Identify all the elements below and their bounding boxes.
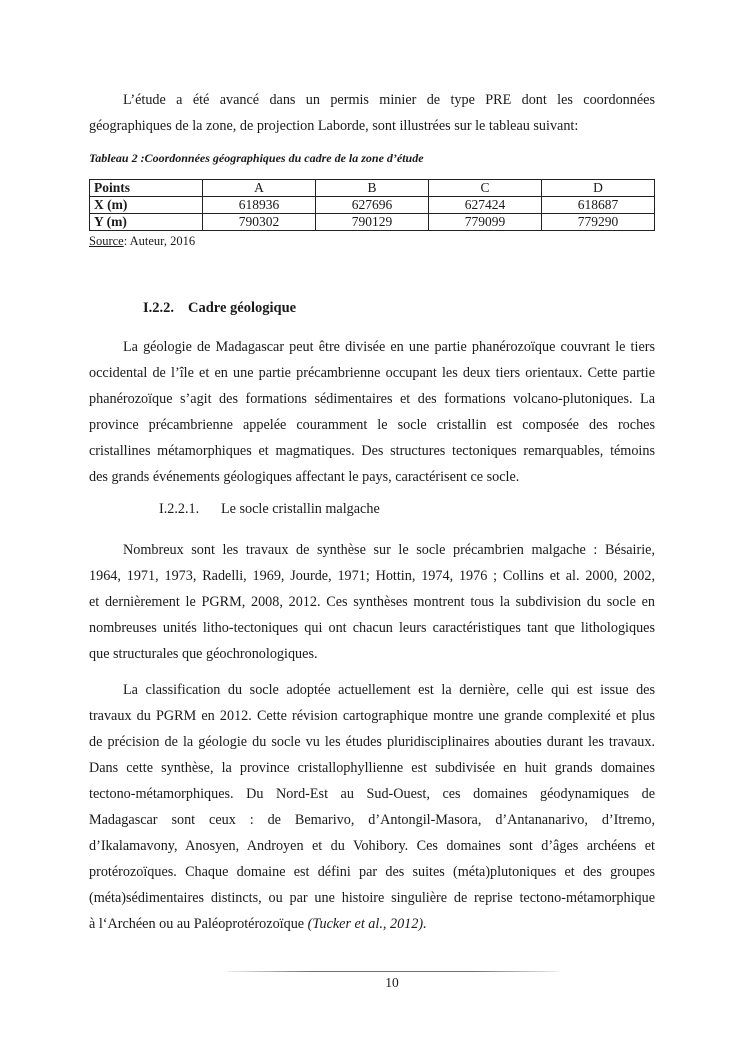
table-header-row bbox=[90, 180, 655, 197]
subsection-heading bbox=[159, 501, 380, 518]
paragraph-line: 1964, 1971, 1973, Radelli, 1969, Jourde, 1971; Hottin, 1974, 1976 ; Collins et al. 2000, 2002, bbox=[89, 568, 655, 584]
source-label: Source bbox=[89, 234, 124, 248]
table-header-cell: Points bbox=[90, 180, 203, 197]
paragraph-line: (méta)sédimentaires distincts, ou par une histoire singulière de reprise tectono-métamorphique bbox=[89, 890, 655, 906]
footer-rule bbox=[228, 971, 558, 972]
table-cell: 779290 bbox=[542, 214, 655, 231]
table-row-label: Y (m) bbox=[90, 214, 203, 231]
table-header-cell: D bbox=[542, 180, 655, 197]
citation: (Tucker et al., 2012). bbox=[307, 916, 427, 932]
table-row bbox=[90, 197, 655, 214]
paragraph-line: La classification du socle adoptée actuellement est la dernière, celle qui est issue des bbox=[123, 682, 655, 698]
paragraph-line: Dans cette synthèse, la province cristallophyllienne est subdivisée en huit grands domaines bbox=[89, 760, 655, 776]
paragraph-line: travaux du PGRM en 2012. Cette révision cartographique montre une grande complexité et plus bbox=[89, 708, 655, 724]
paragraph-line: La géologie de Madagascar peut être divisée en une partie phanérozoïque couvrant le tiers bbox=[123, 339, 655, 355]
paragraph-line: occidental de l’île et en une partie précambrienne occupant les deux tiers orientaux. Cette partie bbox=[89, 365, 655, 381]
source-text: : Auteur, 2016 bbox=[123, 234, 196, 248]
paragraph-line: de précision de la géologie du socle vu les études pluridisciplinaires abouties durant les travaux. bbox=[89, 734, 655, 750]
section-number: I.2.2. bbox=[143, 300, 175, 316]
table-cell: 618687 bbox=[542, 197, 655, 214]
table-header-cell: A bbox=[203, 180, 316, 197]
table-source bbox=[89, 234, 195, 249]
table-header-cell: B bbox=[316, 180, 429, 197]
page-number: 10 bbox=[385, 975, 399, 990]
subsection-number: I.2.2.1. bbox=[159, 501, 200, 517]
table-caption: Tableau 2 :Coordonnées géographiques du cadre de la zone d’étude bbox=[89, 151, 424, 165]
paragraph-line: nombreuses unités litho-tectoniques qui ont chacun leurs caractéristiques tant que lithologiques bbox=[89, 620, 655, 636]
intro-line-1: L’étude a été avancé dans un permis minier de type PRE dont les coordonnées bbox=[123, 92, 655, 108]
table-row bbox=[90, 214, 655, 231]
paragraph-line: Madagascar sont ceux : de Bemarivo, d’Antongil-Masora, d’Antananarivo, d’Itremo, bbox=[89, 812, 655, 828]
table-header-cell: C bbox=[429, 180, 542, 197]
paragraph-line: et dernièrement le PGRM, 2008, 2012. Ces synthèses montrent tous la subdivision du socle en bbox=[89, 594, 655, 610]
table-cell: 627424 bbox=[429, 197, 542, 214]
table-row-label: X (m) bbox=[90, 197, 203, 214]
subsection-title: Le socle cristallin malgache bbox=[221, 501, 380, 517]
table-cell: 790302 bbox=[203, 214, 316, 231]
paragraph-line: Nombreux sont les travaux de synthèse sur le socle précambrien malgache : Bésairie, bbox=[123, 542, 655, 558]
table-cell: 627696 bbox=[316, 197, 429, 214]
paragraph-text: à l‘Archéen ou au Paléoprotérozoïque bbox=[89, 916, 308, 932]
paragraph-line: que structurales que géochronologiques. bbox=[89, 646, 318, 662]
table-cell: 618936 bbox=[203, 197, 316, 214]
paragraph-line bbox=[89, 911, 655, 937]
intro-line-2: géographiques de la zone, de projection Laborde, sont illustrées sur le tableau suivant: bbox=[89, 118, 579, 134]
paragraph-line: province précambrienne appelée couramment le socle cristallin est composée des roches bbox=[89, 417, 655, 433]
section-title: Cadre géologique bbox=[188, 300, 297, 316]
paragraph-line: des grands événements géologiques affectant le pays, caractérisent ce socle. bbox=[89, 469, 520, 485]
paragraph-line: protérozoïques. Chaque domaine est défini par des suites (méta)plutoniques et des groupes bbox=[89, 864, 655, 880]
paragraph-line: d’Ikalamavony, Anosyen, Androyen et du Vohibory. Ces domaines sont d’âges archéens et bbox=[89, 838, 655, 854]
paragraph-line: phanérozoïque s’agit des formations sédimentaires et des formations volcano-plutoniques. La bbox=[89, 391, 655, 407]
section-heading bbox=[143, 300, 296, 317]
table-cell: 790129 bbox=[316, 214, 429, 231]
paragraph-line: tectono-métamorphiques. Du Nord-Est au Sud-Ouest, ces domaines géodynamiques de bbox=[89, 786, 655, 802]
table-cell: 779099 bbox=[429, 214, 542, 231]
coordinates-table bbox=[89, 179, 655, 231]
paragraph-line: cristallines métamorphiques et magmatiques. Des structures tectoniques remarquables, témoins bbox=[89, 443, 655, 459]
